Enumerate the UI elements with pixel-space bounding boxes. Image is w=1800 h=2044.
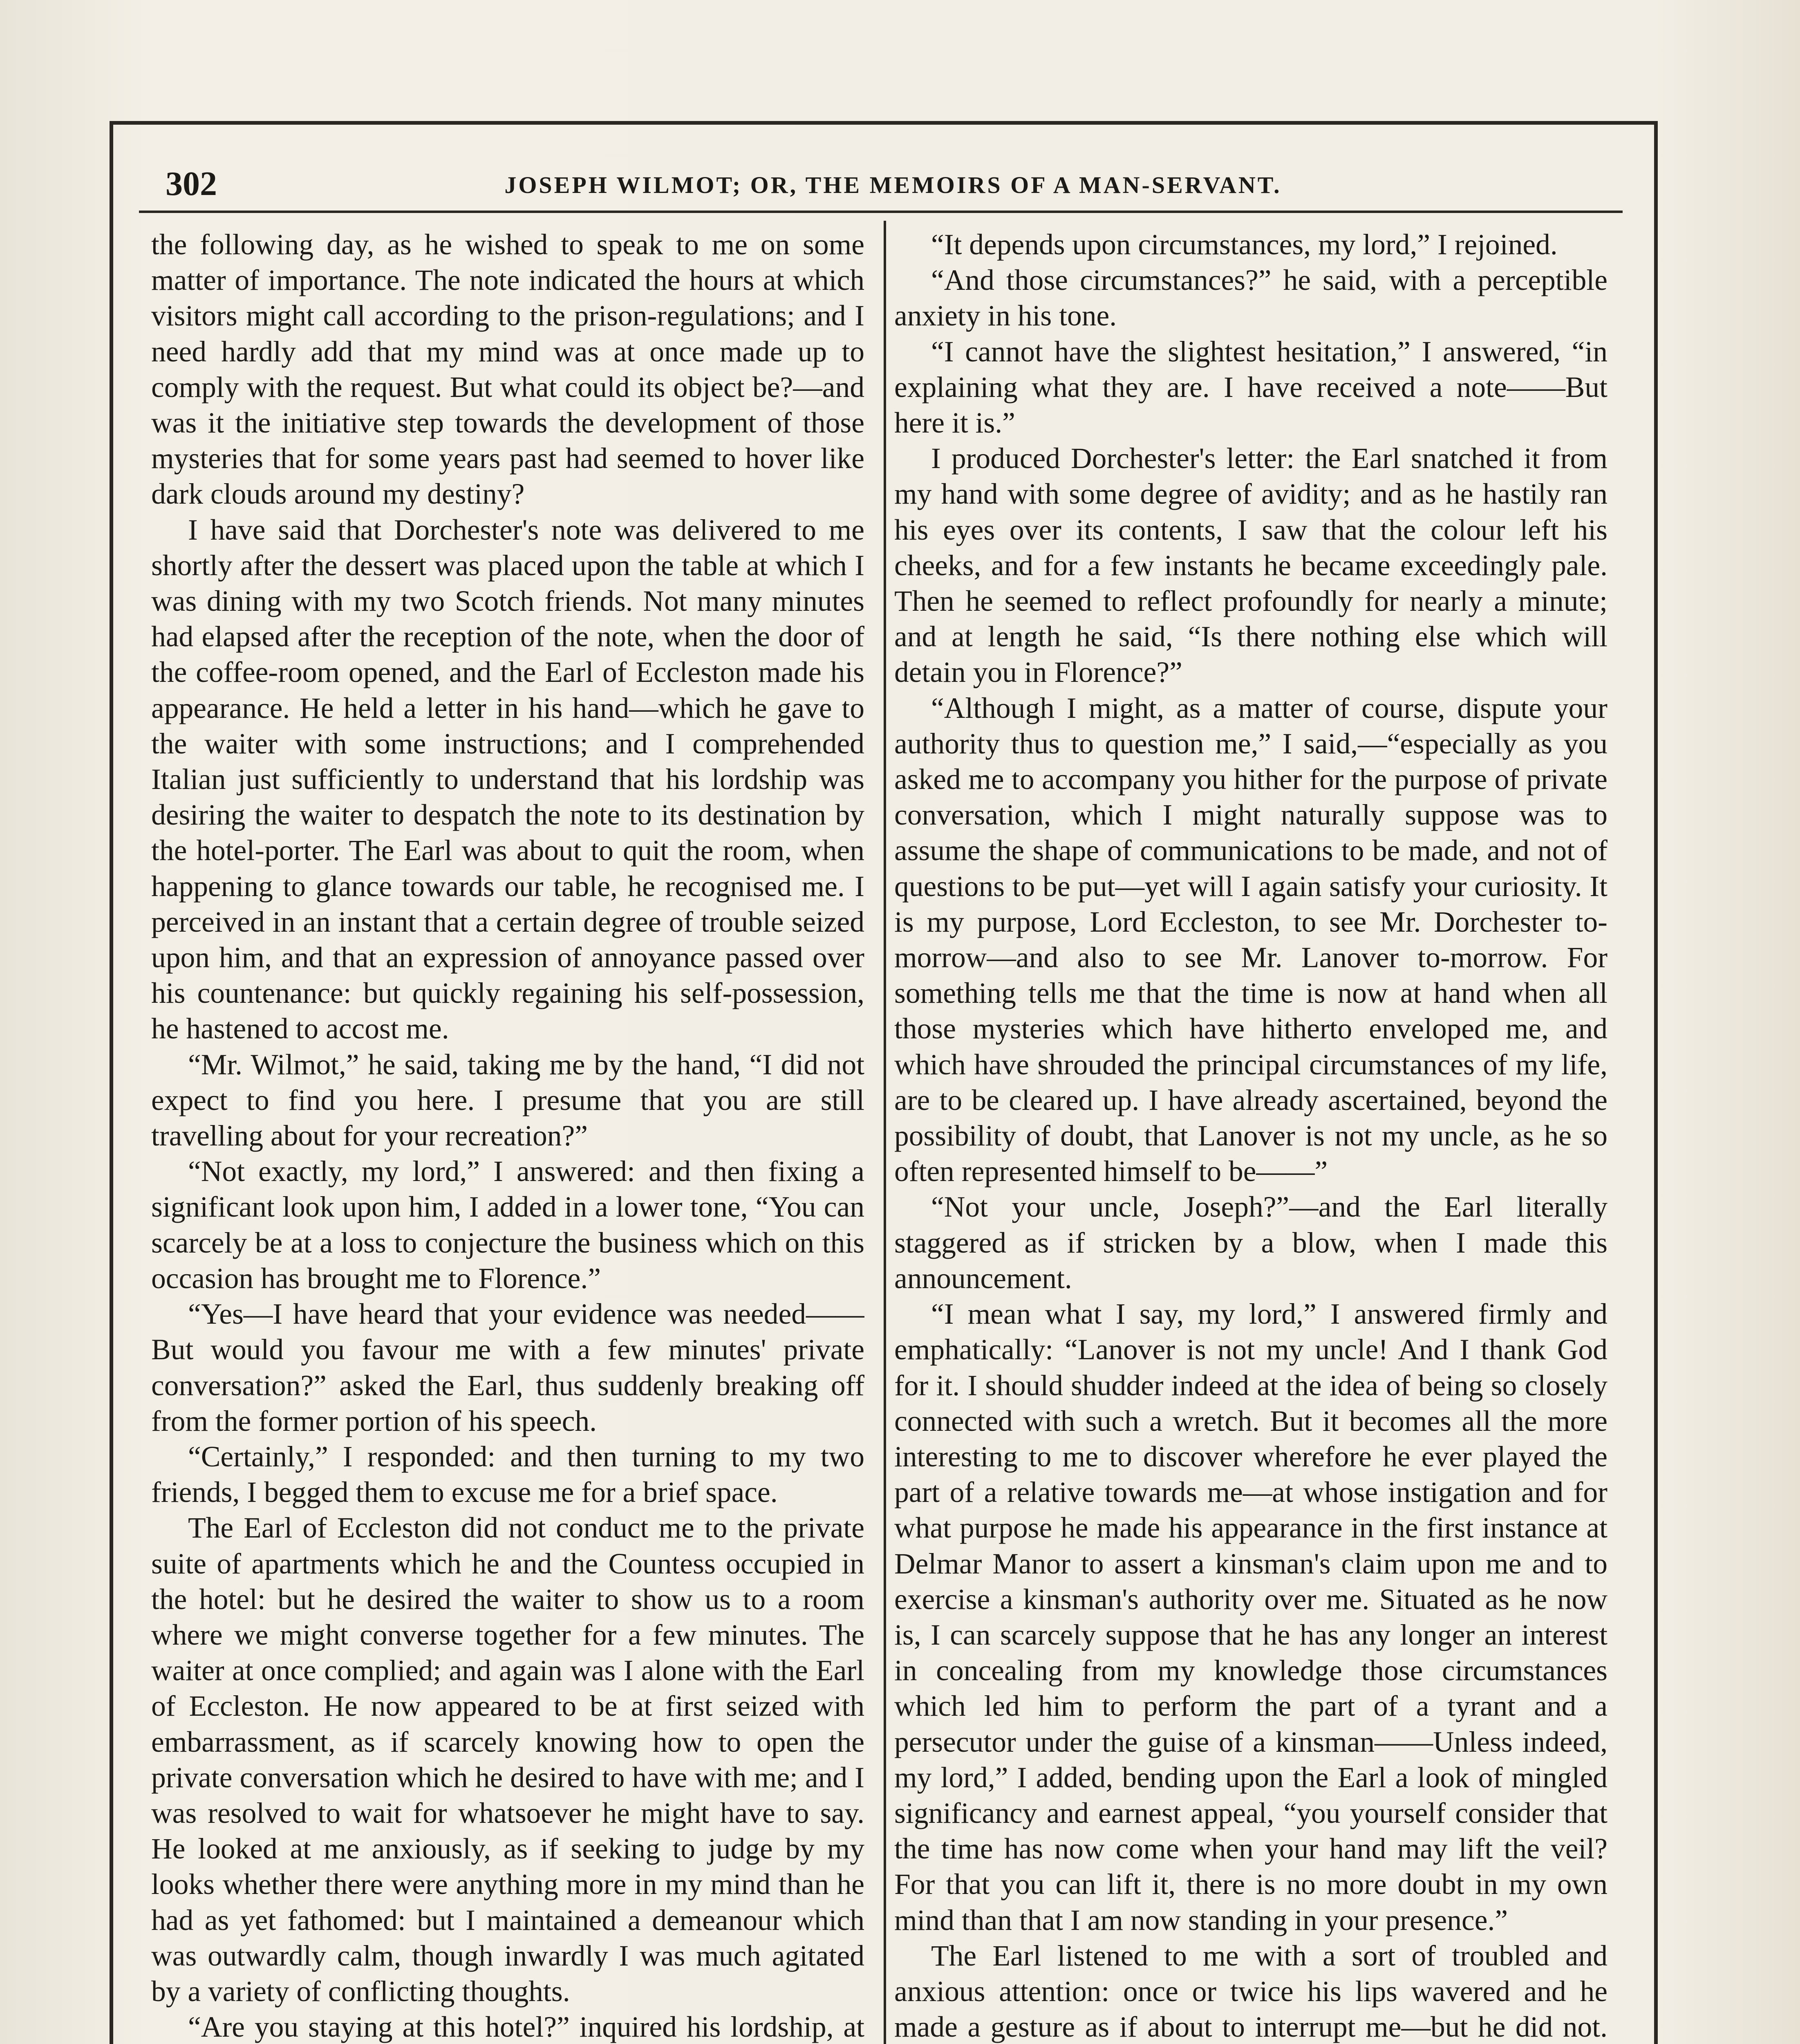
right-column (894, 227, 1607, 2044)
paragraph: The Earl listened to me with a sort of troubled and anxious attention: once or twice his lips wavered and he made a gesture as if about to interrupt me—but he did not. (894, 1939, 1607, 2044)
paragraph: “Mr. Wilmot,” he said, taking me by the hand, “I did not expect to find you here. I presume that you are still travelling about for your recreation?” (151, 1048, 864, 1152)
paragraph: “Not your uncle, Joseph?”—and the Earl literally staggered as if stricken by a blow, when I made this announcement. (894, 1191, 1607, 1295)
paragraph: “Certainly,” I responded: and then turning to my two friends, I begged them to excuse me for a brief space. (151, 1440, 864, 1509)
paragraph: “Yes—I have heard that your evidence was needed——But would you favour me with a few minutes' private conversation?” asked the Earl, thus suddenly breaking off from the former portion of his speech. (151, 1298, 864, 1437)
header-rule (139, 211, 1623, 213)
page-number: 302 (166, 165, 217, 203)
paragraph: “I cannot have the slightest hesitation,” I answered, “in explaining what they are. I have received a note——But here it is.” (894, 335, 1607, 439)
paragraph: I produced Dorchester's letter: the Earl snatched it from my hand with some degree of avidity; and as he hastily ran his eyes over its contents, I saw that the colour left his cheeks, and for a few instants he became exceedingly pale. Then he seemed to reflect profoundly for nearly a minute; and at length he said, “Is there nothing else which will detain you in Florence?” (894, 442, 1607, 689)
left-column (151, 227, 864, 2044)
paragraph: “It depends upon circumstances, my lord,” I rejoined. (931, 229, 1558, 261)
paragraph: “And those circumstances?” he said, with a perceptible anxiety in his tone. (894, 264, 1607, 332)
paragraph: the following day, as he wished to speak to me on some matter of importance. The note indicated the hours at which visitors might call according to the prison-regulations; and I need hardly add that my mind was at once made up to comply with the request. But what could its object be?—and was it the initiative step towards the development of those mysteries that for some years past had seemed to hover like dark clouds around my destiny? (151, 229, 864, 511)
paragraph: I have said that Dorchester's note was delivered to me shortly after the dessert was placed upon the table at which I was dining with my two Scotch friends. Not many minutes had elapsed after the reception of the note, when the door of the coffee-room opened, and the Earl of Eccleston made his appearance. He held a letter in his hand—which he gave to the waiter with some instructions; and I comprehended Italian just sufficiently to understand that his lordship was desiring the waiter to despatch the note to its destination by the hotel-porter. The Earl was about to quit the room, when happening to glance towards our table, he recognised me. I perceived in an instant that a certain degree of trouble seized upon him, and that an expression of annoyance passed over his countenance: but quickly regaining his self-possession, he hastened to accost me. (151, 513, 864, 1045)
paragraph: “Are you staying at this hotel?” inquired his lordship, at (188, 2011, 864, 2044)
paragraph: “Not exactly, my lord,” I answered: and then fixing a significant look upon him, I added in a lower tone, “You can scarcely be at a loss to conjecture the business which on this occasion has brought me to Florence.” (151, 1155, 864, 1295)
column-divider (884, 221, 886, 2044)
paragraph: “Although I might, as a matter of course, dispute your authority thus to question me,” I said,—“especially as you asked me to accompany you hither for the purpose of private conversation, which I might naturally suppose was to assume the shape of communications to be made, and not of questions to be put—yet will I again satisfy your curiosity. It is my purpose, Lord Eccleston, to see Mr. Dorchester to-morrow—and also to see Mr. Lanover to-morrow. For something tells me that the time is now at hand when all those mysteries which have hitherto enveloped me, and which have shrouded the principal circumstances of my life, are to be cleared up. I have already ascertained, beyond the possibility of doubt, that Lanover is not my uncle, as he so often represented himself to be——” (894, 692, 1607, 1188)
paragraph: The Earl of Eccleston did not conduct me to the private suite of apartments which he and the Countess occupied in the hotel: but he desired the waiter to show us to a room where we might converse together for a few minutes. The waiter at once complied; and again was I alone with the Earl of Eccleston. He now appeared to be at first seized with embarrassment, as if scarcely knowing how to open the private conversation which he desired to have with me; and I was resolved to wait for whatsoever he might have to say. He looked at me anxiously, as if seeking to judge by my looks whether there were anything more in my mind than he had as yet fathomed: but I maintained a demeanour which was outwardly calm, though inwardly I was much agitated by a variety of conflicting thoughts. (151, 1512, 864, 2008)
running-title: JOSEPH WILMOT; OR, THE MEMOIRS OF A MAN-SERVANT. (504, 172, 1282, 198)
paragraph: “I mean what I say, my lord,” I answered firmly and emphatically: “Lanover is not my uncle! And I thank God for it. I should shudder indeed at the idea of being so closely connected with such a wretch. But it becomes all the more interesting to me to discover wherefore he ever played the part of a relative towards me—at whose instigation and for what purpose he made his appearance in the first instance at Delmar Manor to assert a kinsman's claim upon me and to exercise a kinsman's authority over me. Situated as he now is, I can scarcely suppose that he has any longer an interest in concealing from my knowledge those circumstances which led him to perform the part of a tyrant and a persecutor under the guise of a kinsman——Unless indeed, my lord,” I added, bending upon the Earl a look of mingled significancy and earnest appeal, “you yourself consider that the time has now come when your hand may lift the veil? For that you can lift it, there is no more doubt in my own mind than that I am now standing in your presence.” (894, 1298, 1607, 1936)
